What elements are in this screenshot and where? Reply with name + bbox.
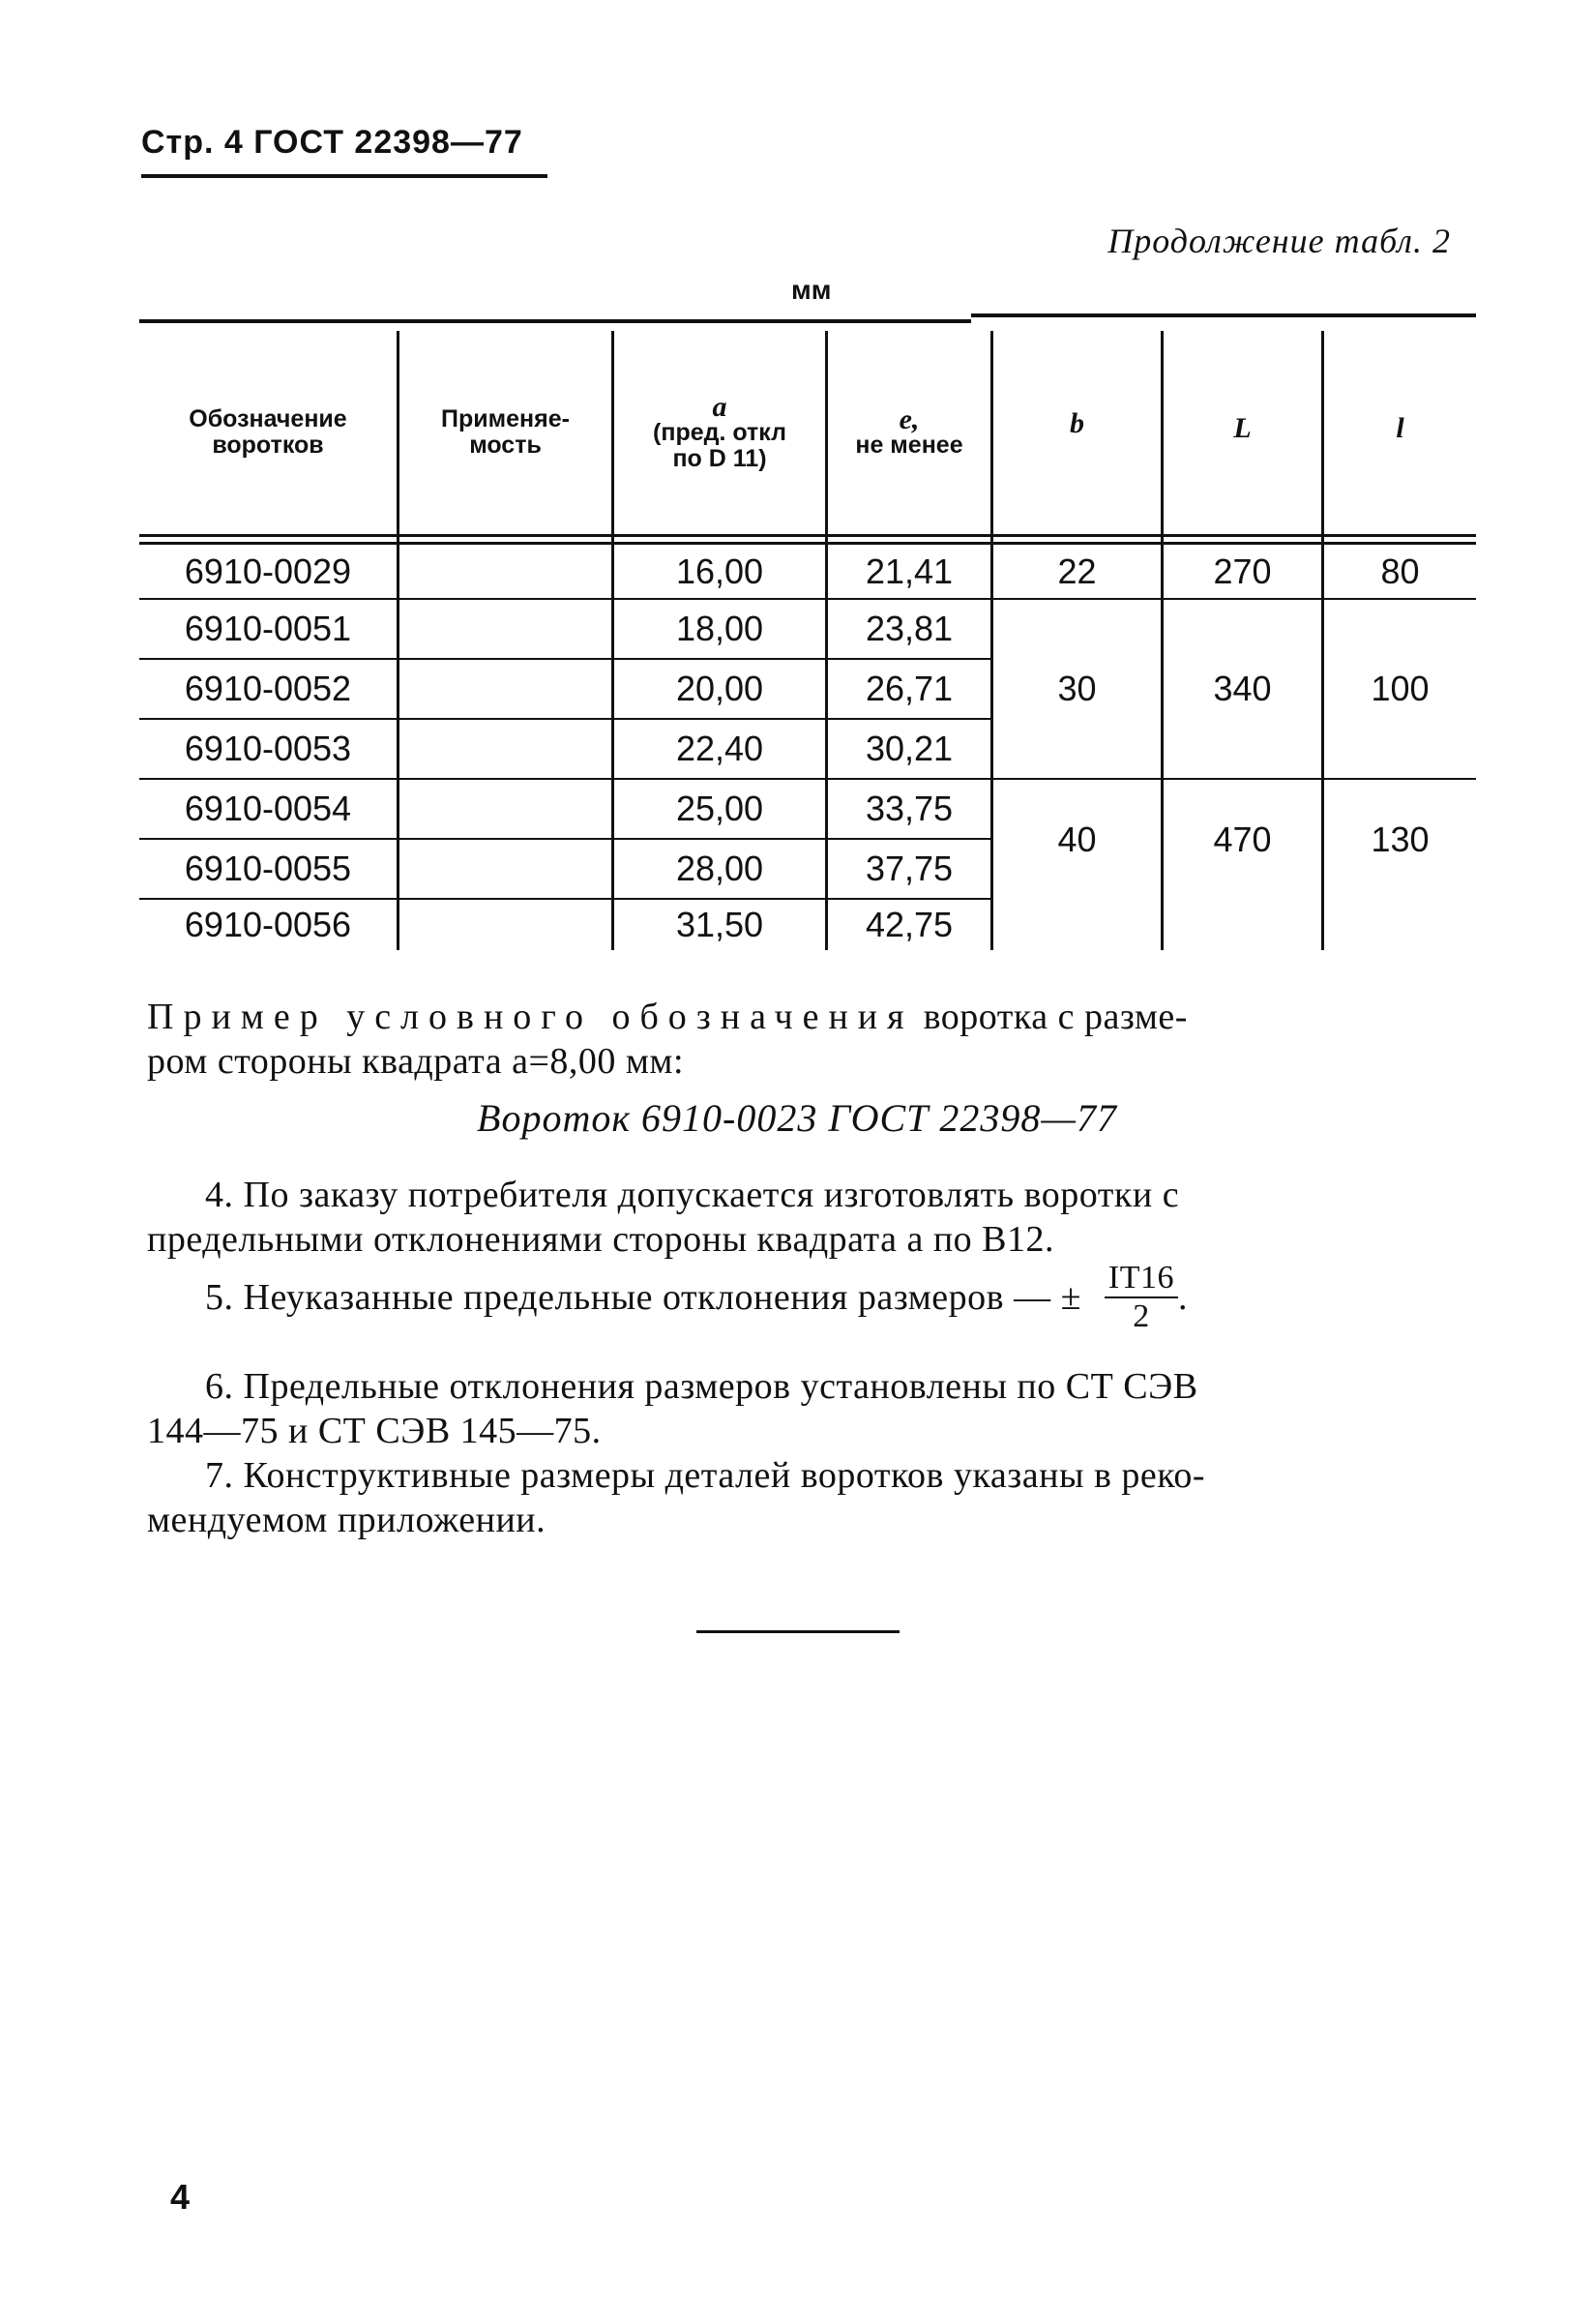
item-6 [147, 1364, 1480, 1453]
units-label: мм [791, 275, 832, 305]
header-a-note: (пред. откл по D 11) [653, 418, 786, 472]
row-7-e: 42,75 [865, 905, 954, 944]
header-a [614, 331, 825, 534]
example-intro-line-1 [147, 995, 1480, 1039]
header-e-note: не менее [855, 432, 963, 459]
table-top-rule-right [971, 313, 1476, 317]
header-e [828, 331, 990, 534]
group-2-b: 30 [1057, 669, 1097, 708]
fraction-numerator: IT16 [1105, 1260, 1178, 1298]
item-7 [147, 1453, 1480, 1542]
row-7-a: 31,50 [675, 905, 764, 944]
example-intro [147, 995, 1480, 1084]
header-b: b [1070, 406, 1084, 439]
row-3-e: 26,71 [865, 669, 954, 708]
example-intro-line-2: ром стороны квадрата a=8,00 мм: [147, 1041, 685, 1082]
item-7-line-1: 7. Конструктивные размеры деталей воротков указаны в реко- [205, 1455, 1205, 1496]
row-5-designation: 6910-0054 [184, 789, 352, 828]
table-top-rule-left [139, 319, 971, 323]
item-4-line-1: 4. По заказу потребителя допускается изготовлять воротки с [205, 1175, 1180, 1215]
group-1-b: 22 [1057, 551, 1097, 591]
row-1-a: 16,00 [675, 551, 764, 591]
row-6-e: 37,75 [865, 849, 954, 888]
row-3-a: 20,00 [675, 669, 764, 708]
group-1-l: 80 [1380, 551, 1420, 591]
row-2-e: 23,81 [865, 609, 954, 648]
table-continuation-label: Продолжение табл. 2 [1107, 222, 1451, 260]
row-6-a: 28,00 [675, 849, 764, 888]
row-5-a: 25,00 [675, 789, 764, 828]
row-4-a: 22,40 [675, 729, 764, 768]
item-5-text: 5. Неуказанные предельные отклонения размеров — ± [205, 1277, 1081, 1318]
group-3-l: 130 [1371, 819, 1430, 859]
header-e-symbol: e, [899, 403, 920, 435]
header-a-symbol: a [712, 390, 727, 423]
tolerance-fraction [1105, 1260, 1178, 1335]
item-6-line-1: 6. Предельные отклонения размеров установлены по СТ СЭВ [205, 1366, 1198, 1407]
end-rule [696, 1630, 900, 1633]
header-l: l [1396, 411, 1404, 444]
example-intro-rest: воротка с разме- [913, 997, 1188, 1037]
group-2-l: 100 [1371, 669, 1430, 708]
designation-example: Вороток 6910-0023 ГОСТ 22398—77 [477, 1096, 1117, 1140]
header-L: L [1233, 411, 1252, 444]
page-number: 4 [170, 2177, 191, 2217]
header-separator-rule [139, 534, 1476, 537]
group-3-b: 40 [1057, 819, 1097, 859]
row-7-designation: 6910-0056 [184, 905, 352, 944]
group-1-L: 270 [1213, 551, 1272, 591]
item-6-line-2: 144—75 и СТ СЭВ 145—75. [147, 1411, 602, 1451]
row-4-designation: 6910-0053 [184, 729, 352, 768]
group-2-L: 340 [1213, 669, 1272, 708]
row-2-a: 18,00 [675, 609, 764, 648]
dimensions-table [135, 310, 1476, 950]
item-5: 5. Неуказанные предельные отклонения размеров — ± $\frac{IT16}{2}$ . [205, 1260, 1189, 1334]
group-3-L: 470 [1213, 819, 1272, 859]
row-1-designation: 6910-0029 [184, 551, 352, 591]
row-5-e: 33,75 [865, 789, 954, 828]
page-header: Стр. 4 ГОСТ 22398—77 [141, 124, 523, 161]
row-4-e: 30,21 [865, 729, 954, 768]
item-4 [147, 1173, 1480, 1262]
example-intro-spaced: Пример условного обозначения [147, 997, 914, 1037]
item-7-line-2: мендуемом приложении. [147, 1500, 546, 1540]
row-3-designation: 6910-0052 [184, 669, 352, 708]
header-applicability: Применяе- мость [441, 405, 570, 459]
row-6-designation: 6910-0055 [184, 849, 352, 888]
row-1-e: 21,41 [865, 551, 954, 591]
header-rule [141, 174, 547, 178]
header-designation: Обозначение воротков [189, 405, 347, 459]
row-2-designation: 6910-0051 [184, 609, 352, 648]
fraction-denominator: 2 [1133, 1298, 1150, 1334]
item-4-line-2: предельными отклонениями стороны квадрата a по B12. [147, 1219, 1055, 1260]
